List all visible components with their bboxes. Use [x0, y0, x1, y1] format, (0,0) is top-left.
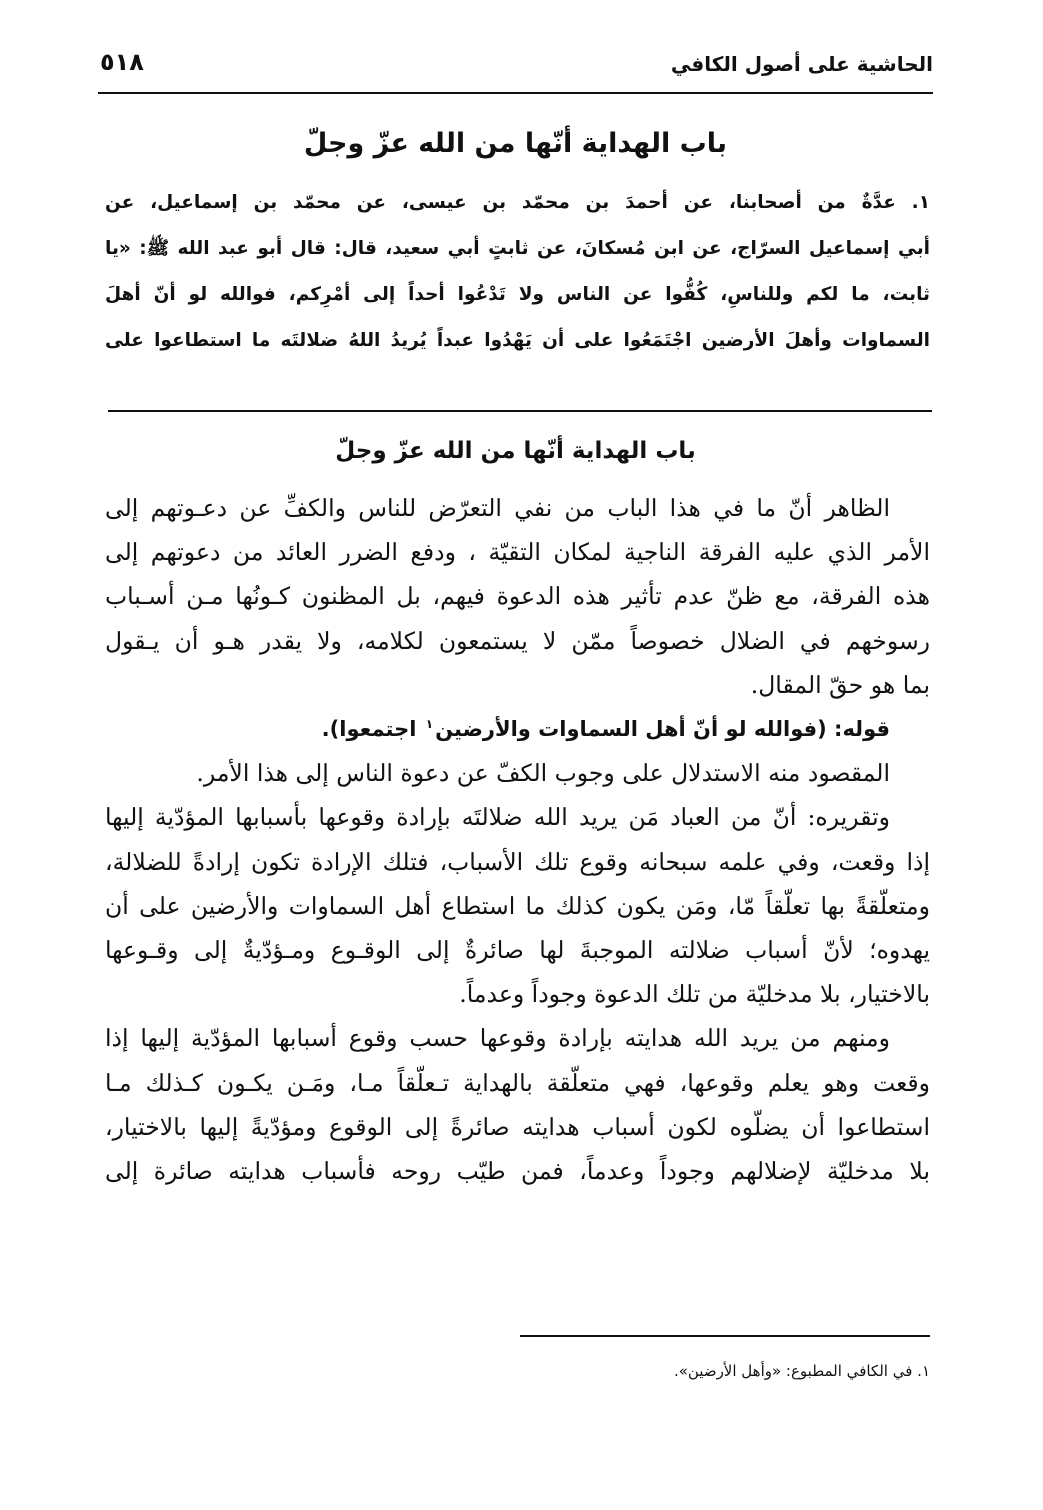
footnote: ١. في الكافي المطبوع: «وأهل الأرضين».: [673, 1362, 930, 1380]
running-title: الحاشية على أصول الكافي: [670, 52, 933, 76]
footnote-divider: [520, 1335, 930, 1337]
commentary-line: بالاختيار، بلا مدخليّة من تلك الدعوة وجوداً وعدماً.: [459, 980, 930, 1009]
hadith-line: السماوات وأهلَ الأرضين اجْتَمَعُوا على أن يَهْدُوا عبداً يُريدُ اللهُ ضلالتَه ما استطاعوا على: [105, 330, 930, 351]
page-number: ٥١٨: [100, 48, 144, 76]
commentary-line: المقصود منه الاستدلال على وجوب الكفّ عن دعوة الناس إلى هذا الأمر.: [196, 759, 890, 788]
header-divider: [98, 92, 933, 94]
commentary-line: وتقريره: أنّ من العباد مَن يريد الله ضلالتَه بإرادة وقوعها بأسبابها المؤدّية إليها: [105, 803, 890, 832]
footnote-reference[interactable]: ١: [425, 717, 434, 732]
commentary-text: [105, 486, 930, 1193]
commentary-line: الظاهر أنّ ما في هذا الباب من نفي التعرّض للناس والكفِّ عن دعـوتهم إلى: [105, 494, 890, 522]
quoted-lemma: [105, 707, 930, 751]
commentary-line: هذه الفرقة، مع ظنّ عدم تأثير هذه الدعوة فيهم، بل المظنون كـونُها مـن أسـباب: [105, 582, 930, 611]
commentary-line: ومنهم من يريد الله هدايته بإرادة وقوعها حسب وقوع أسبابها المؤدّية إليها إذا: [105, 1024, 890, 1053]
commentary-line: بما هو حقّ المقال.: [750, 670, 930, 699]
section-divider: [108, 410, 932, 412]
commentary-line: إذا وقعت، وفي علمه سبحانه وقوع تلك الأسباب، فتلك الإرادة تكون إرادةً للضلالة،: [105, 847, 930, 876]
commentary-chapter-title: باب الهداية أنّها من الله عزّ وجلّ: [335, 438, 696, 464]
hadith-line: ١. عدَّةٌ من أصحابنا، عن أحمدَ بن محمّد بن عيسى، عن محمّد بن إسماعيل، عن: [105, 192, 930, 213]
lemma-text: قوله: (فوالله لو أنّ أهل السماوات والأرضين: [435, 717, 890, 742]
lemma-text-end: اجتمعوا).: [321, 717, 424, 742]
commentary-line: بلا مدخليّة لإضلالهم وجوداً وعدماً، فمن طيّب روحه فأسباب هدايته صائرة إلى: [105, 1157, 930, 1186]
commentary-line: ومتعلّقةً بها تعلّقاً مّا، ومَن يكون كذلك ما استطاع أهل السماوات والأرضين على أن: [105, 891, 930, 920]
commentary-line: يهدوه؛ لأنّ أسباب ضلالته الموجبةَ لها صائرةٌ إلى الوقـوع ومـؤدّيةٌ إلى وقـوعها: [105, 936, 930, 965]
hadith-line: ثابت، ما لكم وللناسِ، كُفُّوا عن الناس ولا تَدْعُوا أحداً إلى أمْرِكم، فوالله لو أنّ أهلَ: [105, 284, 930, 305]
commentary-line: استطاعوا أن يضلّوه لكون أسباب هدايته صائرةً إلى الوقوع ومؤدّيةً إليها بالاختيار،: [105, 1112, 930, 1141]
hadith-line: أبي إسماعيل السرّاج، عن ابن مُسكانَ، عن ثابتٍ أبي سعيد، قال: قال أبو عبد الله ﷺ: «يا: [105, 238, 930, 259]
running-header: [98, 48, 933, 88]
hadith-chapter-title: باب الهداية أنّها من الله عزّ وجلّ: [303, 128, 728, 159]
commentary-line: وقعت وهو يعلم وقوعها، فهي متعلّقة بالهداية تـعلّقاً مـا، ومَـن يكـون كـذلك مـا: [105, 1068, 930, 1097]
commentary-line: الأمر الذي عليه الفرقة الناجية لمكان التقيّة ، ودفع الضرر العائد من دعوتهم إلى: [105, 538, 930, 567]
hadith-text: [105, 180, 930, 364]
commentary-line: رسوخهم في الضلال خصوصاً ممّن لا يستمعون لكلامه، ولا يقدر هـو أن يـقول: [105, 626, 930, 655]
